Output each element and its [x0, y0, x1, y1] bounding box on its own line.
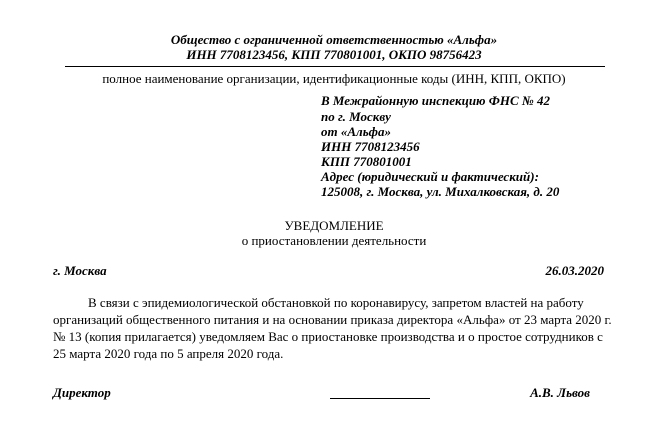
addressee-line: Адрес (юридический и фактический):: [321, 169, 539, 184]
organization-name: Общество с ограниченной ответственностью «Альфа»: [170, 32, 498, 47]
header-divider: [65, 66, 605, 67]
signatory-name: А.В. Львов: [530, 385, 590, 400]
addressee-line: ИНН 7708123456: [321, 139, 420, 154]
header-rule-caption: полное наименование организации, идентификационные коды (ИНН, КПП, ОКПО): [102, 71, 566, 86]
addressee-line: от «Альфа»: [321, 124, 391, 139]
document-subtitle: о приостановлении деятельности: [241, 233, 427, 248]
addressee-line: 125008, г. Москва, ул. Михалковская, д. 20: [321, 184, 560, 199]
addressee-line: КПП 770801001: [321, 154, 412, 169]
signatory-role: Директор: [53, 385, 111, 400]
document-date: 26.03.2020: [545, 263, 604, 278]
addressee-line: В Межрайонную инспекцию ФНС № 42: [321, 93, 551, 108]
addressee-line: по г. Москву: [321, 109, 391, 124]
signature-line: [330, 398, 430, 399]
notice-body-paragraph: В связи с эпидемиологической обстановкой по коронавирусу, запретом властей на работу организаций общественного питания и на основании приказа директора «Альфа» от 23 марта 2020 г. № 13 (копия прилагается) уведомляем Вас о приостановке производства и о простое сотрудников с 25 марта 2020 года по 5 апреля 2020 года.: [53, 295, 612, 361]
organization-codes: ИНН 7708123456, КПП 770801001, ОКПО 98756423: [186, 47, 482, 62]
document-title: УВЕДОМЛЕНИЕ: [284, 218, 384, 233]
document-city: г. Москва: [53, 263, 107, 278]
